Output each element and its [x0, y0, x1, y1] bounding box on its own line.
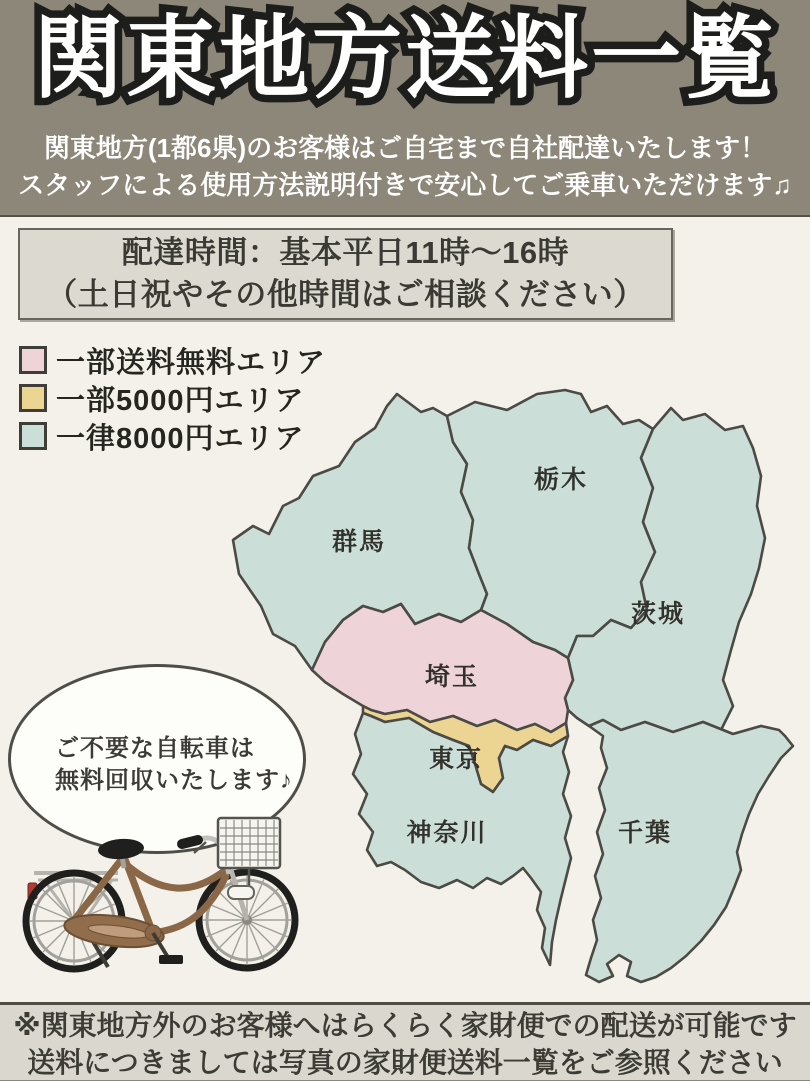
delivery-time-line-1: 配達時間：基本平日11時～16時: [121, 235, 570, 270]
footer-line-1: ※関東地方外のお客様へはらくらく家財便での配送が可能です: [13, 1010, 797, 1041]
prefecture-label-gunma: 群馬: [331, 528, 387, 556]
speech-bubble-text: [55, 733, 293, 797]
footer-note: [0, 1002, 810, 1080]
prefecture-label-kanagawa: 神奈川: [406, 819, 488, 847]
legend-swatch-yellow: [18, 383, 48, 413]
delivery-time-line-2: （土日祝やその他時間はご相談ください）: [46, 277, 645, 312]
prefecture-label-saitama: 埼玉: [424, 663, 480, 691]
legend-item-free-area: [18, 341, 326, 379]
delivery-time-notice: [18, 228, 673, 320]
legend-swatch-pink: [18, 345, 48, 375]
pedal: [159, 955, 183, 964]
speech-bubble-line-1: ご不要な自転車は: [55, 735, 255, 762]
page-title: 関東地方送料一覧 関東地方送料一覧: [0, 8, 810, 112]
prefecture-chiba: [586, 720, 793, 982]
prefecture-label-tochigi: 栃木: [533, 466, 589, 494]
fee-legend: [18, 341, 326, 455]
prefecture-label-tokyo: 東京: [428, 745, 484, 773]
legend-item-5000-area: [18, 379, 326, 417]
legend-label: 一部5000円エリア: [56, 384, 305, 417]
legend-item-8000-area: [18, 417, 326, 455]
subtitle-line-1: 関東地方(1都6県)のお客様はご自宅まで自社配達いたします！: [43, 133, 767, 163]
legend-swatch-teal: [18, 421, 48, 451]
bicycle-illustration: [22, 790, 322, 990]
front-basket: [218, 818, 280, 868]
prefecture-label-ibaraki: 茨城: [630, 600, 686, 628]
header-subtitle: [0, 130, 810, 204]
header: [0, 0, 810, 215]
footer-line-2: 送料につきましては写真の家財便送料一覧をご参照ください: [27, 1047, 783, 1078]
prefecture-label-chiba: 千葉: [617, 819, 673, 847]
saddle: [97, 837, 144, 860]
speech-bubble-line-2: 無料回収いたします♪: [55, 767, 293, 794]
legend-label: 一部送料無料エリア: [56, 346, 327, 379]
legend-label: 一律8000円エリア: [56, 422, 305, 455]
front-lamp: [228, 886, 254, 899]
subtitle-line-2: スタッフによる使用方法説明付きで安心してご乗車いただけます♫: [18, 170, 792, 200]
